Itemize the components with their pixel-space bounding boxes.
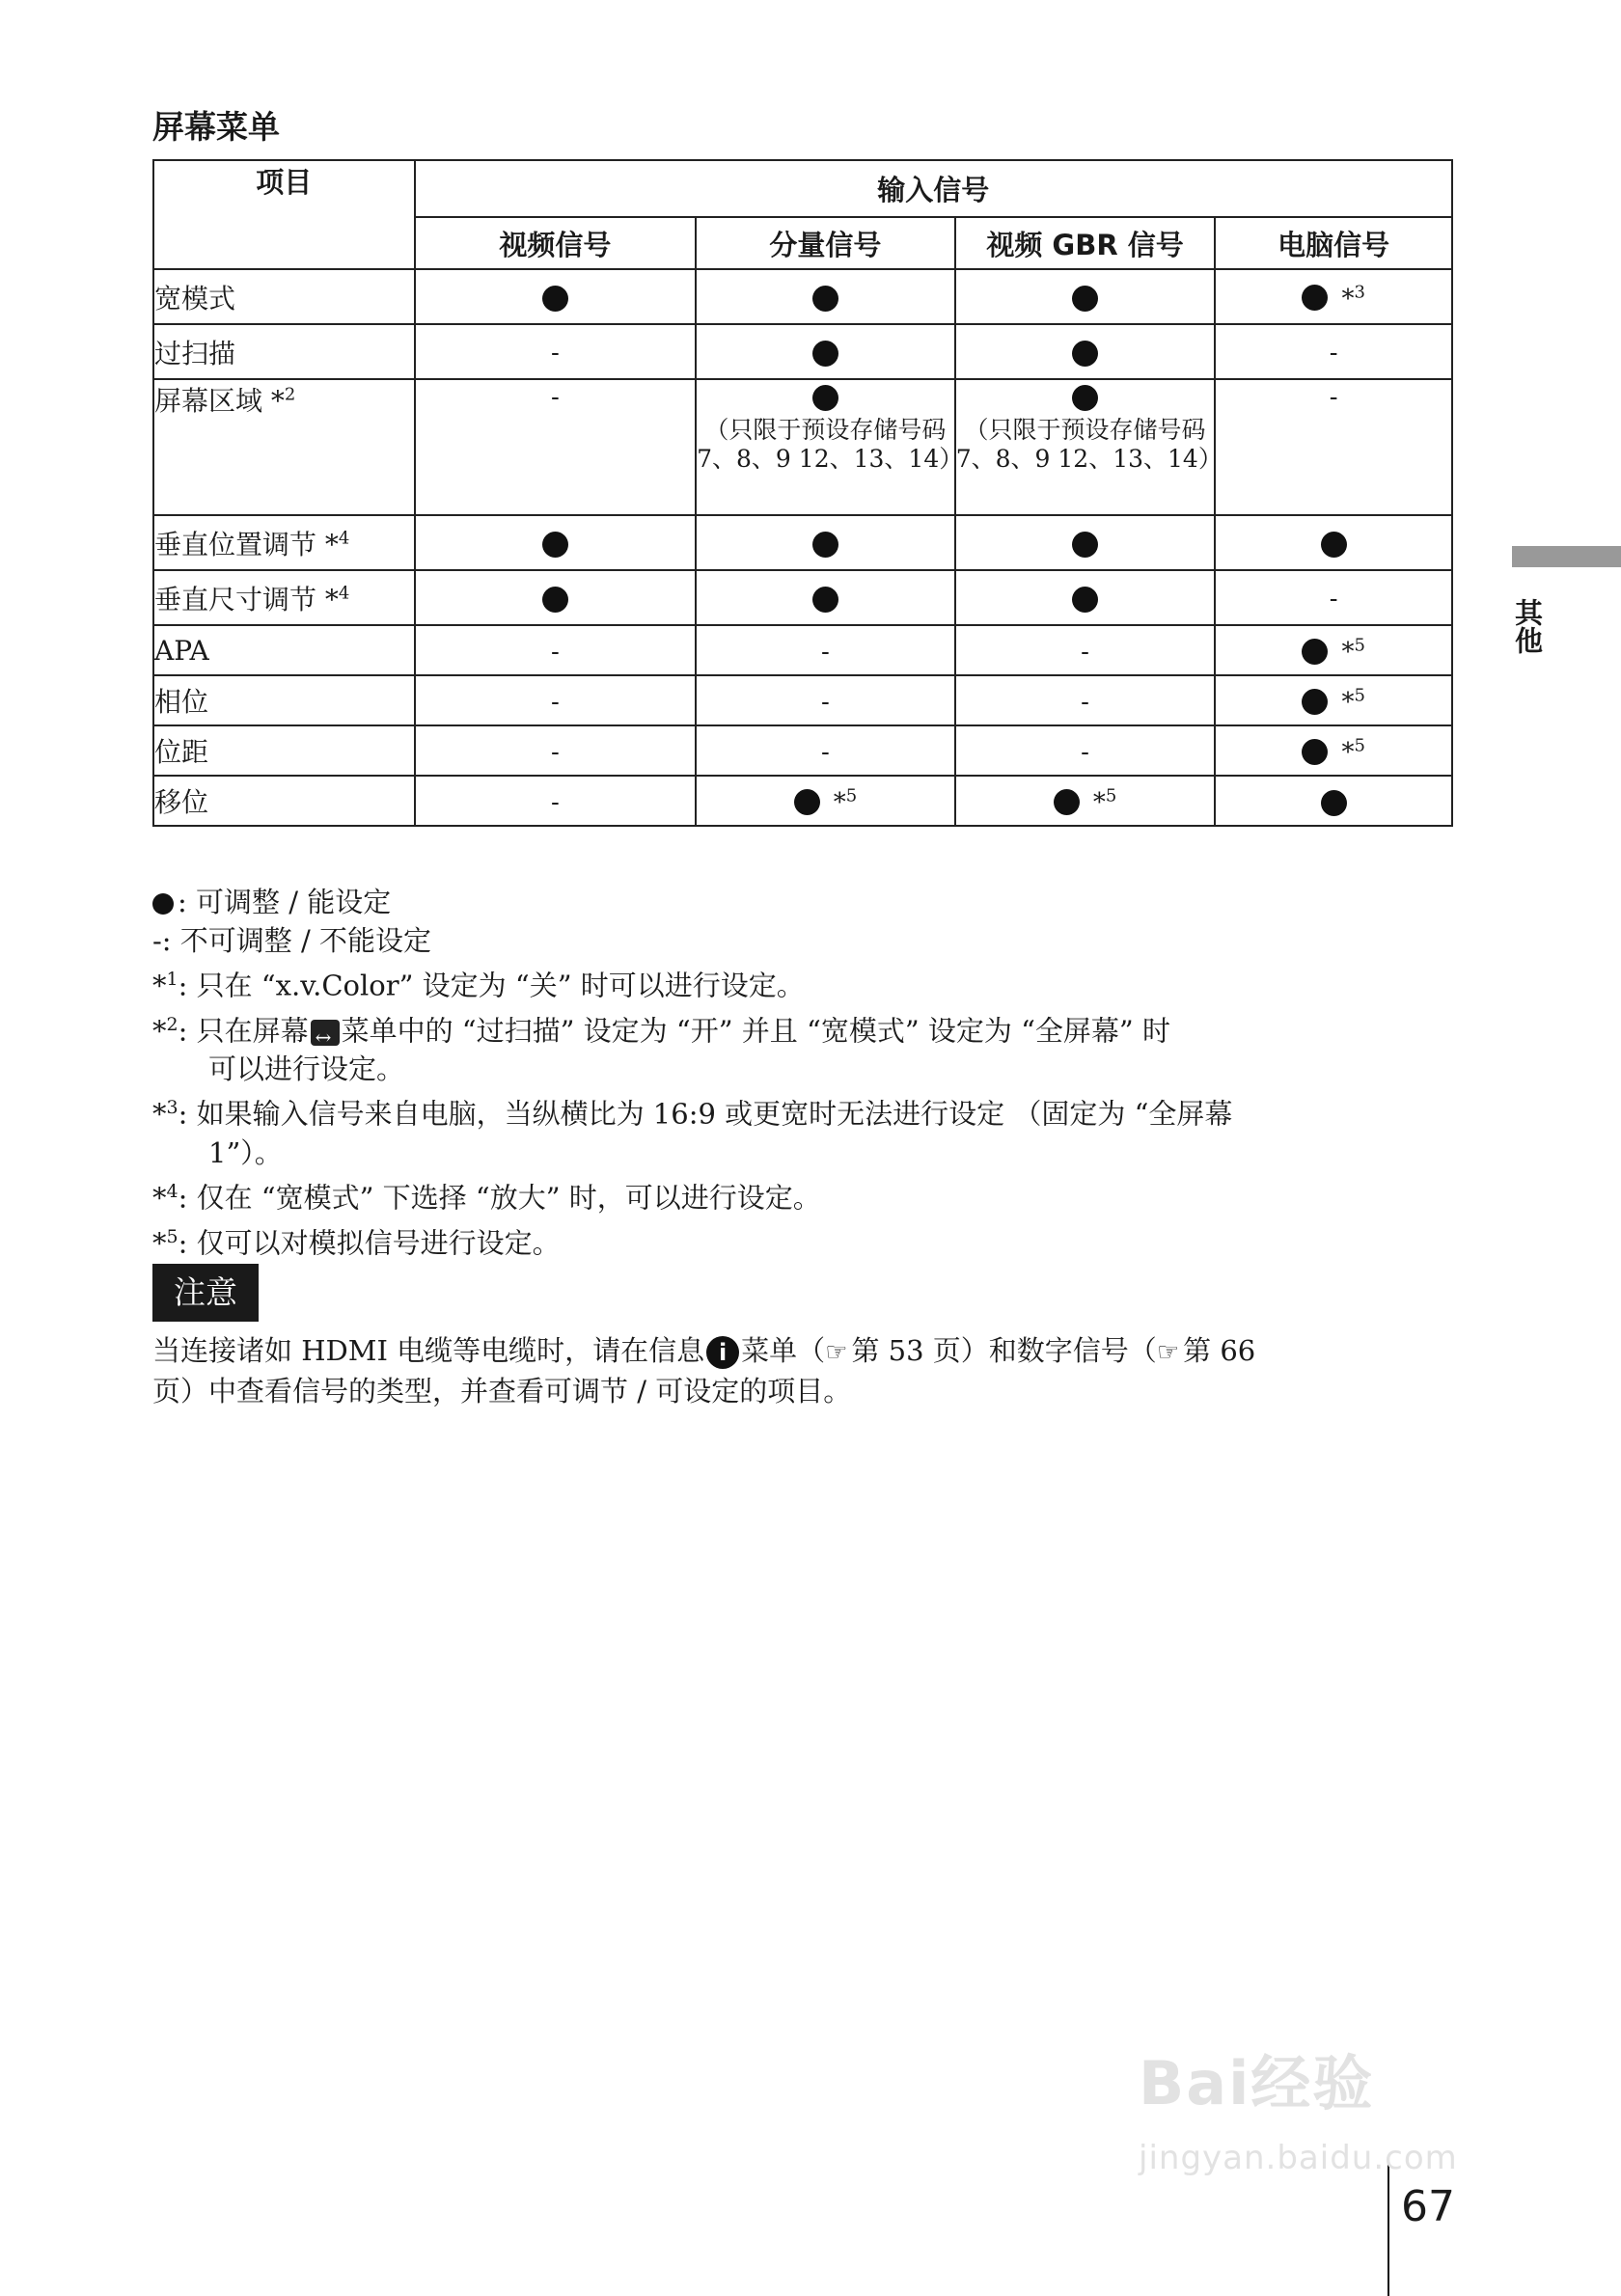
signal-cell — [955, 570, 1216, 625]
signal-cell — [955, 324, 1216, 379]
signal-cell — [955, 515, 1216, 570]
signal-cell — [1215, 570, 1452, 625]
not-adjustable-dash: - — [821, 737, 830, 767]
not-adjustable-dash: - — [821, 687, 830, 717]
table-row — [153, 675, 1452, 725]
table-row — [153, 625, 1452, 675]
row-label: 过扫描 — [153, 324, 415, 379]
not-adjustable-dash: - — [1081, 637, 1089, 667]
table-row — [153, 725, 1452, 776]
page-reference-icon: ☞ — [825, 1338, 848, 1367]
signal-cell — [696, 269, 955, 324]
signal-cell — [415, 625, 697, 675]
watermark — [1139, 2036, 1458, 2177]
cell-footnote: （只限于预设存储号码 7、8、9 12、13、14） — [955, 416, 1223, 473]
adjustable-dot-icon — [1321, 532, 1347, 558]
signal-cell — [415, 776, 697, 826]
not-adjustable-dash: - — [550, 787, 560, 817]
adjustable-dot-icon — [1072, 286, 1098, 312]
not-adjustable-dash: - — [550, 637, 560, 667]
watermark-url: jingyan.baidu.com — [1139, 2139, 1458, 2177]
row-label: 屏幕区域 *$^2$ — [153, 379, 415, 515]
signal-cell — [696, 515, 955, 570]
adjustable-dot-icon — [1302, 285, 1328, 311]
side-tab-bar — [1512, 546, 1621, 567]
adjustable-dot-icon — [1302, 739, 1328, 765]
cell-footnote: （只限于预设存储号码 7、8、9 12、13、14） — [697, 416, 964, 473]
column-header: 电脑信号 — [1215, 217, 1452, 269]
item-header: 项目 — [153, 160, 415, 269]
signal-cell: *$^5$ — [1215, 725, 1452, 776]
page-number: 67 — [1401, 2182, 1455, 2231]
signal-cell — [955, 725, 1216, 776]
adjustable-dot-icon — [542, 587, 568, 613]
signal-cell — [1215, 324, 1452, 379]
row-label: 位距 — [153, 725, 415, 776]
info-icon: i — [706, 1336, 739, 1369]
adjustable-dot-icon — [542, 532, 568, 558]
signal-cell — [696, 570, 955, 625]
not-adjustable-dash: - — [1329, 585, 1338, 614]
table-row — [153, 269, 1452, 324]
adjustable-dot-icon — [1072, 341, 1098, 367]
row-label: 移位 — [153, 776, 415, 826]
signal-cell — [1215, 776, 1452, 826]
signal-cell — [415, 570, 697, 625]
signal-cell — [955, 625, 1216, 675]
adjustable-dot-icon — [812, 286, 838, 312]
section-title: 屏幕菜单 — [152, 108, 280, 146]
table-row — [153, 515, 1452, 570]
adjustable-dot-icon — [1054, 789, 1080, 815]
table-row — [153, 379, 1452, 515]
adjustable-dot-icon — [812, 587, 838, 613]
adjustable-dot-icon — [1302, 639, 1328, 665]
adjustable-dot-icon — [794, 789, 820, 815]
signal-cell — [415, 675, 697, 725]
screen-menu-table — [152, 159, 1453, 827]
side-tab-label: 其他 — [1511, 598, 1544, 654]
signal-cell — [955, 675, 1216, 725]
not-adjustable-dash: - — [821, 637, 830, 667]
not-adjustable-dash: - — [550, 687, 560, 717]
adjustable-dot-icon — [812, 341, 838, 367]
table-row — [153, 776, 1452, 826]
table-row — [153, 324, 1452, 379]
signal-cell: *$^5$ — [955, 776, 1216, 826]
column-header: 分量信号 — [696, 217, 955, 269]
row-label: 宽模式 — [153, 269, 415, 324]
row-label: 垂直尺寸调节 *$^4$ — [153, 570, 415, 625]
signal-cell — [696, 625, 955, 675]
adjustable-dot-icon — [1302, 689, 1328, 715]
signal-cell — [955, 379, 1223, 515]
watermark-brand: Bai经验 — [1139, 2048, 1375, 2118]
not-adjustable-dash: - — [550, 737, 560, 767]
signal-cell — [415, 269, 697, 324]
row-label: 垂直位置调节 *$^4$ — [153, 515, 415, 570]
page-number-rule — [1387, 2161, 1389, 2296]
adjustable-dot-icon — [1072, 385, 1098, 411]
table-row — [153, 570, 1452, 625]
signal-cell — [696, 379, 964, 515]
column-header: 视频 GBR 信号 — [955, 217, 1216, 269]
adjustable-dot-icon — [812, 385, 838, 411]
adjustable-dot-icon — [812, 532, 838, 558]
signal-cell: *$^5$ — [1215, 625, 1452, 675]
legend: : 可调整 / 能设定 -: 不可调整 / 不能设定 *$^1$: 只在 “x.v.Color” 设定为 “关” 时可以进行设定。 *$^2$: 只在屏幕↔ 菜单中的 “过扫描” 设定为 “开” 并且 “宽模式” 设定为 “全屏幕” 时 可以进行设定。 *$^3$: 如果输入信号来自电脑，当纵横比为 16:9 或更宽时无法进行设定 （固定为 “全屏幕 1”）。 *$^4$: 仅在 “宽模式” 下选择 “放大” 时，可以进行设定。 *$^5$: 仅可以对模拟信号进行设定。 — [152, 883, 1455, 1262]
signal-cell — [696, 675, 955, 725]
signal-cell — [415, 324, 697, 379]
note-badge: 注意 — [152, 1264, 259, 1322]
adjustable-dot-icon — [542, 286, 568, 312]
signal-cell — [696, 725, 955, 776]
adjustable-dot-icon — [152, 893, 174, 915]
signal-cell — [1215, 379, 1452, 515]
signal-cell: *$^5$ — [696, 776, 955, 826]
screen-menu-icon — [311, 1020, 340, 1046]
signal-cell — [415, 515, 697, 570]
input-signal-header: 输入信号 — [415, 160, 1452, 217]
adjustable-dot-icon — [1072, 532, 1098, 558]
note-text: 当连接诸如 HDMI 电缆等电缆时，请在信息 i 菜单（☞ 第 53 页）和数字信号（☞ 第 66 页）中查看信号的类型，并查看可调节 / 可设定的项目。 — [152, 1334, 1256, 1408]
page-reference-icon: ☞ — [1156, 1338, 1180, 1367]
signal-cell — [696, 324, 955, 379]
signal-cell — [955, 269, 1216, 324]
adjustable-dot-icon — [1321, 790, 1347, 816]
signal-cell: *$^3$ — [1215, 269, 1452, 324]
signal-cell — [415, 725, 697, 776]
column-header: 视频信号 — [415, 217, 697, 269]
not-adjustable-dash: - — [1081, 687, 1089, 717]
not-adjustable-dash: - — [550, 383, 560, 412]
not-adjustable-dash: - — [1329, 339, 1338, 368]
row-label: 相位 — [153, 675, 415, 725]
not-adjustable-dash: - — [1329, 383, 1338, 412]
row-label: APA — [153, 625, 415, 675]
not-adjustable-dash: - — [1081, 737, 1089, 767]
not-adjustable-dash: - — [550, 339, 560, 368]
signal-cell — [1215, 515, 1452, 570]
adjustable-dot-icon — [1072, 587, 1098, 613]
signal-cell — [415, 379, 697, 515]
signal-cell: *$^5$ — [1215, 675, 1452, 725]
